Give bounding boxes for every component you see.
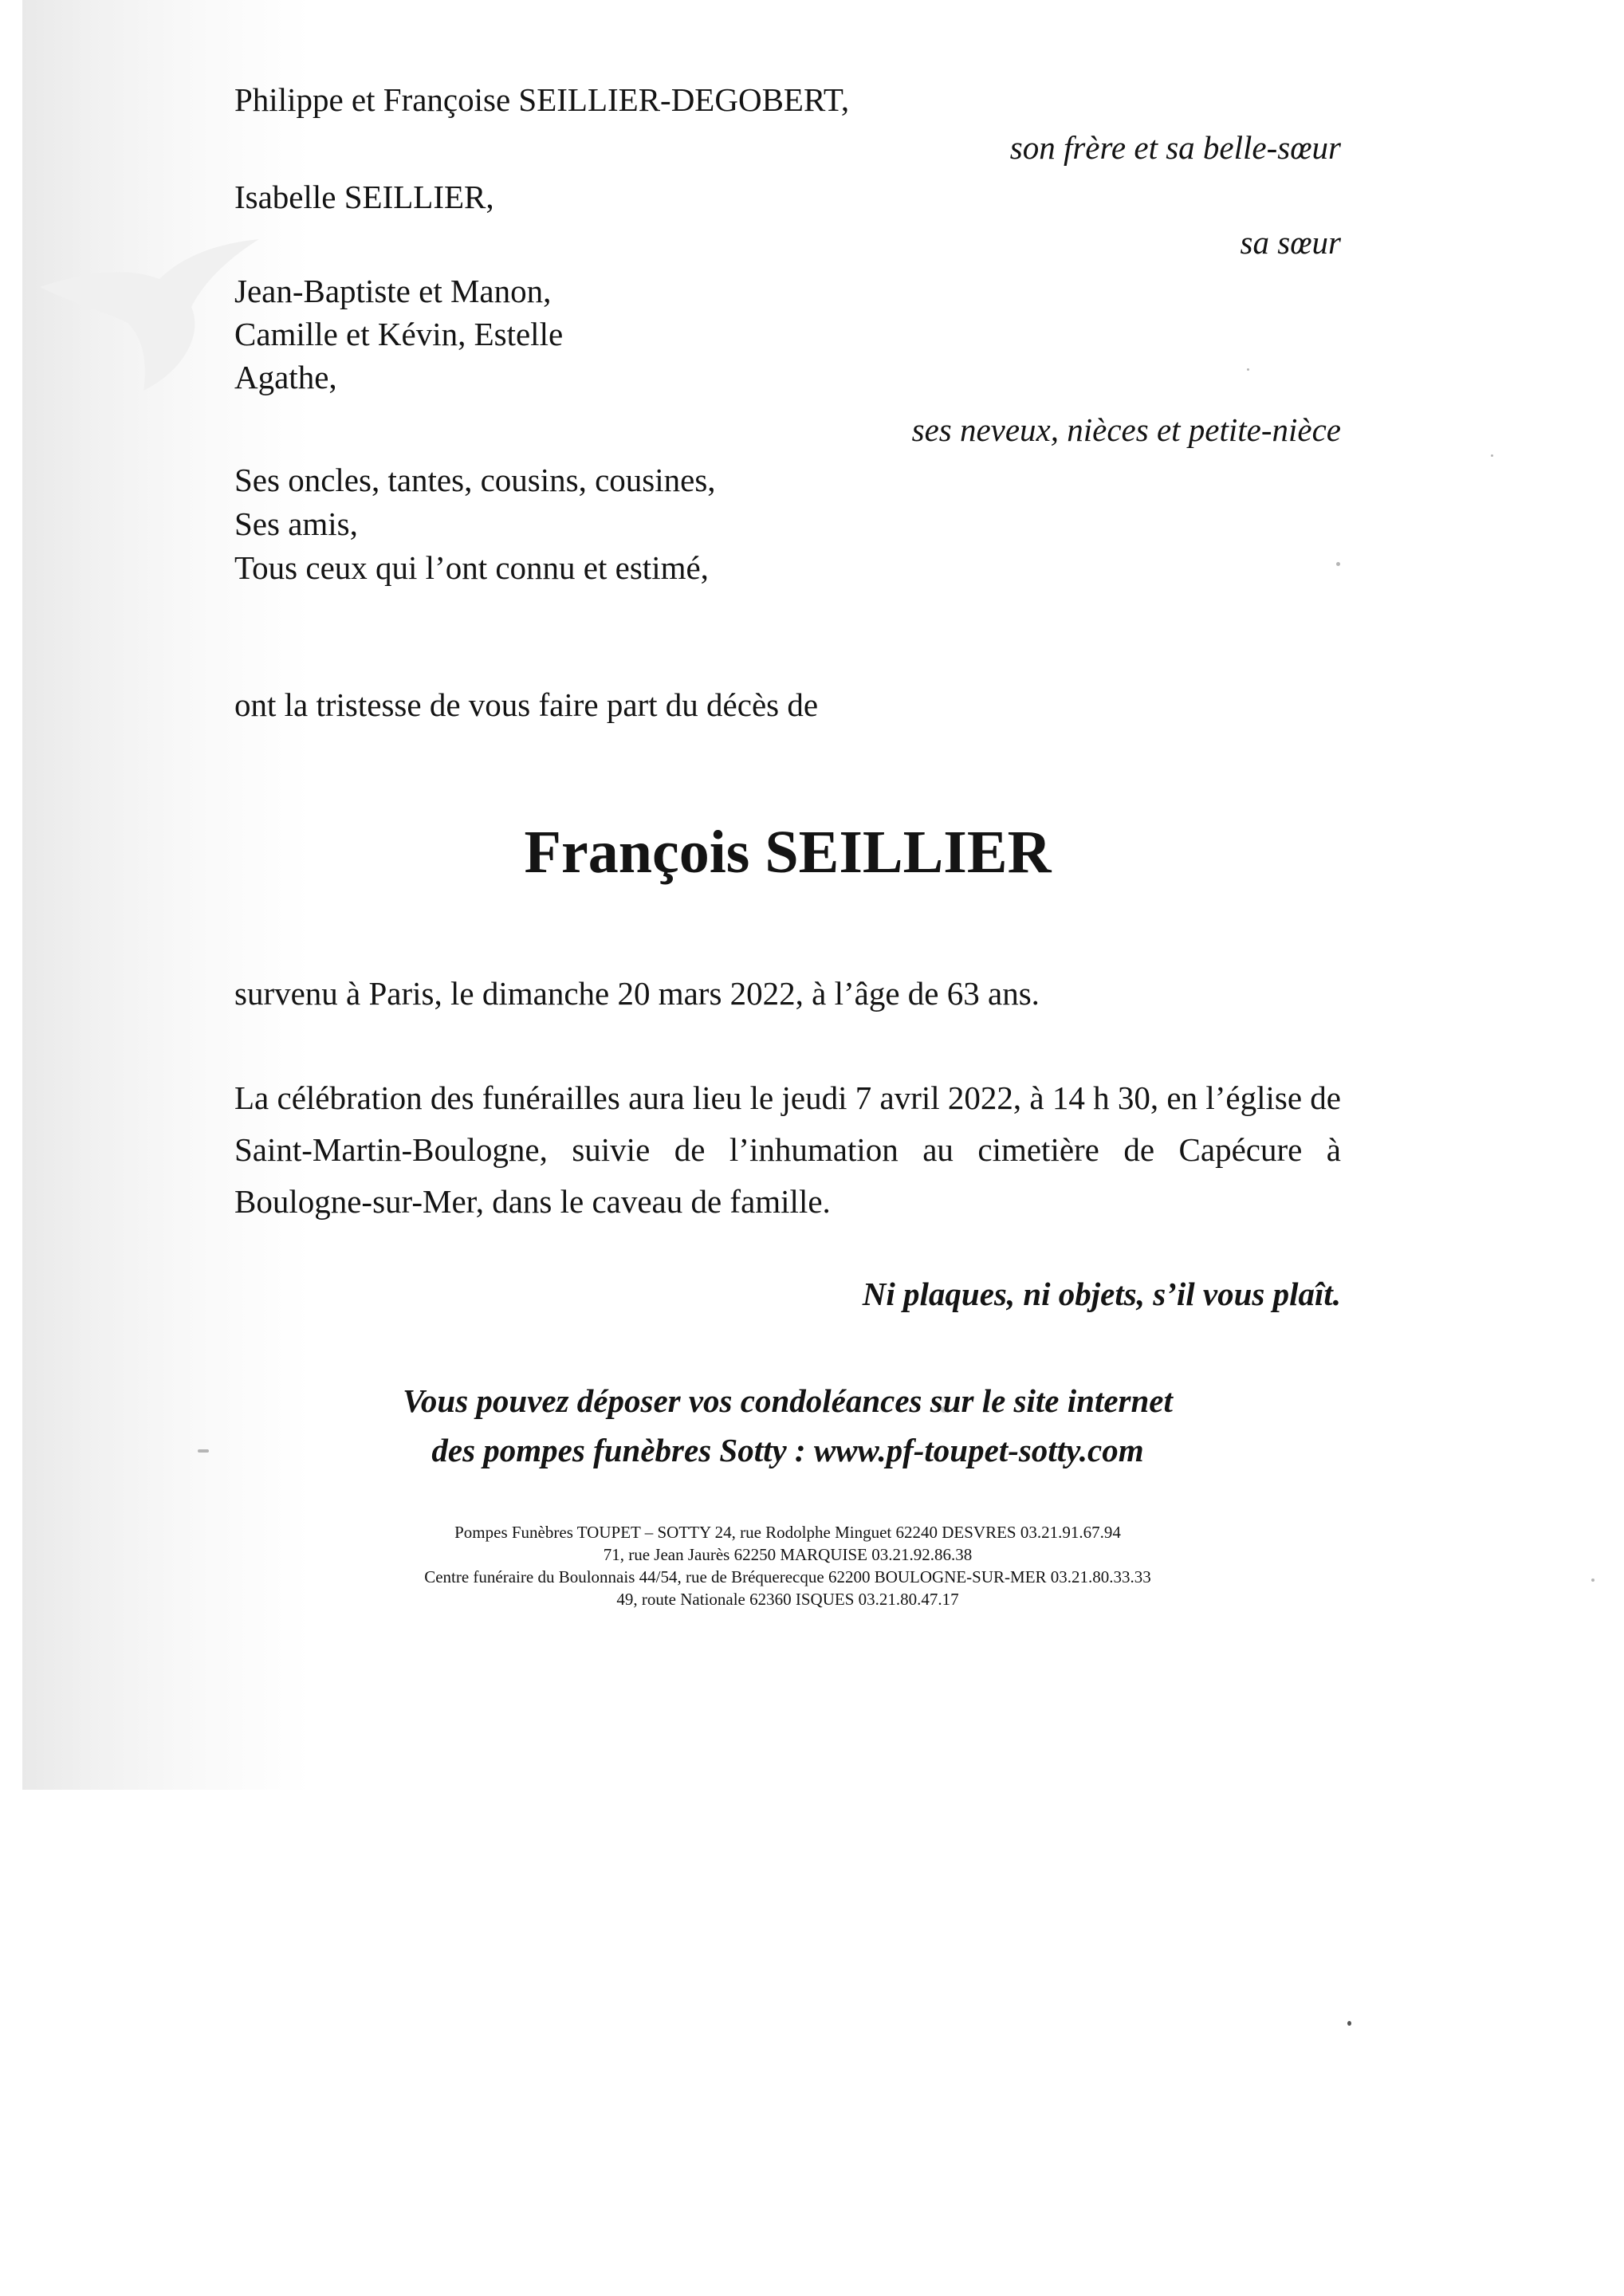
scan-speck [1347,2021,1351,2026]
condolence-line-1: Vous pouvez déposer vos condoléances sur le site internet [403,1382,1173,1419]
relation-nephews: ses neveux, nièces et petite-nièce [911,411,1341,448]
family-line-acquaintances: Tous ceux qui l’ont connu et estimé, [234,549,709,586]
family-line-sister: Isabelle SEILLIER, [234,179,494,215]
funeral-details: La célébration des funérailles aura lieu le jeudi 7 avril 2022, à 14 h 30, en l’église de Saint-Martin-Boulogne, suivie de l’inhumation au cimetière de Capécure à Boulogne-sur-Mer, dans le caveau de famille. [234,1079,1341,1220]
footer-line-marquise: 71, rue Jean Jaurès 62250 MARQUISE 03.21.92.86.38 [603,1545,973,1564]
family-line-friends: Ses amis, [234,505,358,542]
scan-speck [1491,454,1493,457]
scan-speck [1247,368,1249,371]
death-details: survenu à Paris, le dimanche 20 mars 2022, à l’âge de 63 ans. [234,975,1040,1012]
funeral-home-footer [0,1521,1575,1610]
footer-line-desvres: Pompes Funèbres TOUPET – SOTTY 24, rue Rodolphe Minguet 62240 DESVRES 03.21.91.67.94 [454,1523,1121,1542]
condolence-line-2: des pompes funèbres Sotty : www.pf-toupet-sotty.com [431,1432,1144,1468]
family-line-nephews-1: Jean-Baptiste et Manon, [234,273,552,309]
family-line-nephews-3: Agathe, [234,359,337,395]
announcement-intro: ont la tristesse de vous faire part du décès de [234,686,819,723]
relation-brother: son frère et sa belle-sœur [1009,129,1341,166]
scan-speck [1336,562,1340,566]
relation-sister: sa sœur [1240,224,1341,261]
seagull-watermark [32,223,263,399]
no-flowers-note: Ni plaques, ni objets, s’il vous plaît. [862,1276,1341,1312]
family-line-nephews-2: Camille et Kévin, Estelle [234,316,564,352]
family-line-relatives: Ses oncles, tantes, cousins, cousines, [234,462,716,498]
deceased-name: François SEILLIER [524,819,1052,886]
family-line-parents: Philippe et Françoise SEILLIER-DEGOBERT, [234,81,850,118]
footer-line-isques: 49, route Nationale 62360 ISQUES 03.21.80.47.17 [616,1590,959,1609]
footer-line-boulogne: Centre funéraire du Boulonnais 44/54, rue de Bréquerecque 62200 BOULOGNE-SUR-MER 03.21.80.33.33 [424,1567,1151,1586]
scan-speck [1591,1578,1595,1582]
